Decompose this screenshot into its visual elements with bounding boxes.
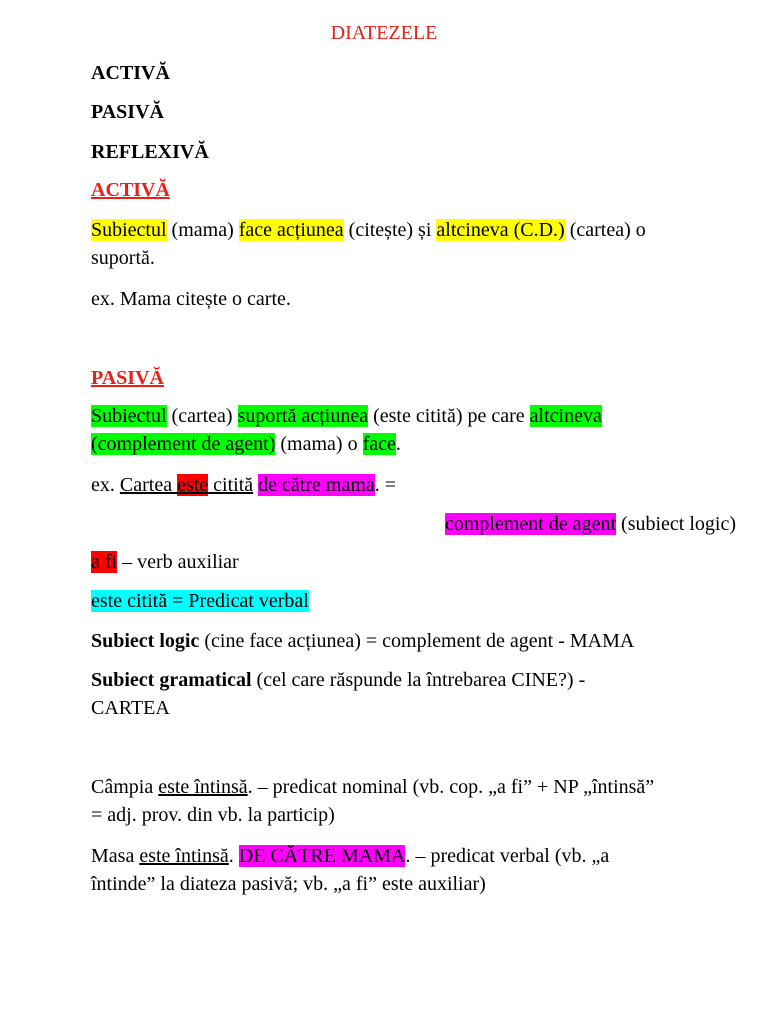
highlight-complement-de-agent: (complement de agent) [91, 433, 276, 455]
highlight-complement-de-agent: complement de agent [444, 513, 617, 535]
highlight-suporta-actiunea: suportă acțiunea [237, 405, 369, 427]
subiect-logic-line [91, 627, 634, 655]
text-fragment: (cine face acțiunea) = complement de agent - MAMA [199, 630, 635, 652]
text-fragment: (cartea) o [564, 219, 646, 241]
text-fragment: . [395, 433, 401, 455]
pasiva-definition-line2 [91, 430, 401, 458]
text-fragment: – verb auxiliar [117, 551, 239, 573]
heading-reflexiva: REFLEXIVĂ [91, 141, 209, 163]
highlight-de-catre-mama: de către mama [258, 474, 375, 496]
masa-line1 [91, 842, 609, 870]
text-fragment: (mama) [166, 219, 239, 241]
section-heading-activa: ACTIVĂ [91, 179, 170, 201]
masa-line2: întinde” la diateza pasivă; vb. „a fi” este auxiliar) [91, 873, 486, 895]
activa-definition-line1 [91, 216, 646, 244]
highlight-face-actiunea: face acțiunea [238, 219, 344, 241]
highlight-altcineva: altcineva [529, 405, 602, 427]
underlined-cartea: Cartea [119, 474, 173, 496]
highlight-subiectul: Subiectul [91, 405, 167, 427]
text-fragment: Masa [91, 845, 140, 867]
highlight-de-catre-mama: DE CĂTRE MAMA [238, 845, 406, 867]
underlined-este-intinsa: este întinsă [158, 776, 248, 798]
text-fragment: (mama) o [275, 433, 363, 455]
text-fragment: ex. [91, 474, 120, 496]
text-fragment: (subiect logic) [616, 513, 736, 535]
highlight-altcineva: altcineva (C.D.) [436, 219, 565, 241]
subiect-gramatical-label: Subiect gramatical [91, 669, 252, 691]
campia-line2: = adj. prov. din vb. la particip) [91, 804, 335, 826]
highlight-este: este [177, 474, 209, 496]
activa-example: ex. Mama citește o carte. [91, 288, 291, 310]
complement-de-agent-line [445, 510, 736, 538]
highlight-predicat-verbal: este citită = Predicat verbal [91, 590, 309, 612]
text-fragment: . [228, 845, 239, 867]
predicat-verbal-line [91, 587, 309, 615]
text-fragment: (citește) și [343, 219, 437, 241]
highlight-face: face [362, 433, 396, 455]
section-heading-pasiva: PASIVĂ [91, 367, 164, 389]
text-fragment: . = [374, 474, 397, 496]
text-fragment: (cel care răspunde la întrebarea CINE?) - [251, 669, 586, 691]
highlight-a-fi: a fi [91, 551, 118, 573]
text-fragment: . – predicat verbal (vb. „a [405, 845, 610, 867]
subiect-gramatical-line1 [91, 666, 585, 694]
text-fragment: Câmpia [91, 776, 159, 798]
text-fragment: (cartea) [166, 405, 238, 427]
activa-definition-line2: suportă. [91, 247, 155, 269]
a-fi-line [91, 548, 239, 576]
campia-line1 [91, 773, 654, 801]
pasiva-example [91, 471, 396, 499]
pasiva-definition-line1 [91, 402, 602, 430]
underlined-este-intinsa: este întinsă [139, 845, 229, 867]
text-fragment: (este citită) pe care [368, 405, 530, 427]
page-title: DIATEZELE [330, 22, 438, 44]
highlight-subiectul: Subiectul [91, 219, 167, 241]
text-fragment: . – predicat nominal (vb. cop. „a fi” + NP „întinsă” [247, 776, 655, 798]
heading-activa: ACTIVĂ [91, 62, 170, 84]
subiect-logic-label: Subiect logic [91, 630, 200, 652]
heading-pasiva: PASIVĂ [91, 101, 164, 123]
subiect-gramatical-line2: CARTEA [91, 697, 170, 719]
underlined-citita: citită [208, 474, 254, 496]
